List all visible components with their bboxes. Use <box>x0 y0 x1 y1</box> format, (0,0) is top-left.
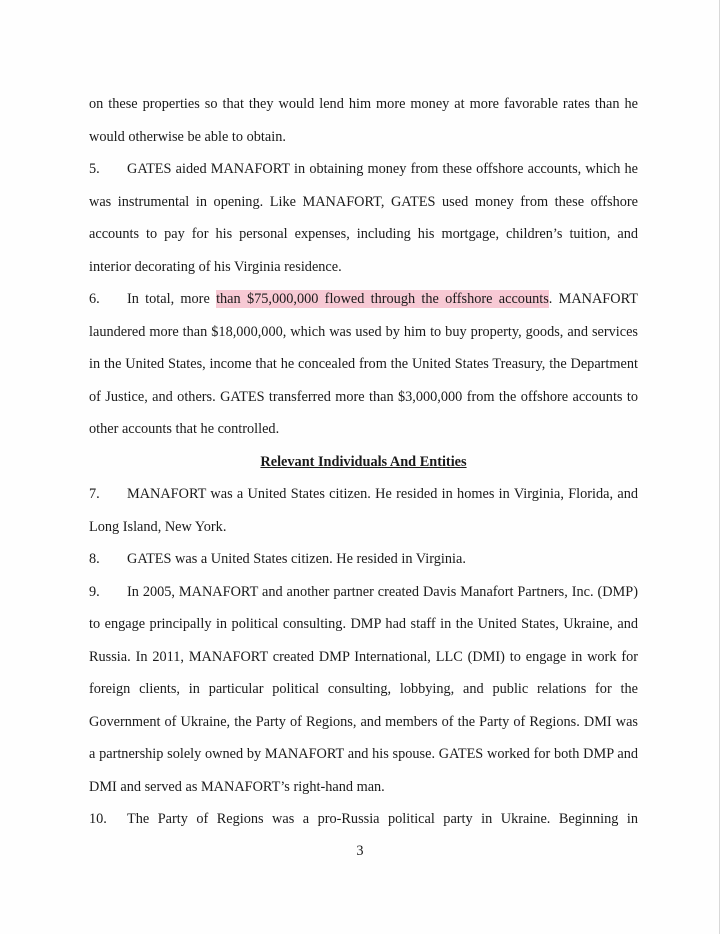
paragraph-text: MANAFORT was a United States citizen. He resided in homes in Virginia, Florida, and Long Island, New York. <box>89 486 638 535</box>
paragraph-number: 7. <box>89 486 100 502</box>
paragraph-text: The Party of Regions was a pro-Russia political party in Ukraine. Beginning in <box>127 811 638 827</box>
paragraph-text-after-highlight: . MANAFORT laundered more than $18,000,000, which was used by him to buy property, goods, and services in the United States, income that he concealed from the United States Treasury, the Department of Justice, and others. GATES transferred more than $3,000,000 from the offshore accounts to other accounts that he controlled. <box>89 291 638 437</box>
page-number: 3 <box>356 843 364 859</box>
paragraph-text-before-highlight: In total, more <box>127 291 217 307</box>
paragraph-8 <box>89 543 638 576</box>
document-body <box>89 88 638 836</box>
paragraph-text: In 2005, MANAFORT and another partner created Davis Manafort Partners, Inc. (DMP) to engage principally in political consulting. DMP had staff in the United States, Ukraine, and Russia. In 2011, MANAFORT created DMP International, LLC (DMI) to engage in work for foreign clients, in particular political consulting, lobbying, and public relations for the Government of Ukraine, the Party of Regions, and members of the Party of Regions. DMI was a partnership solely owned by MANAFORT and his spouse. GATES worked for both DMP and DMI and served as MANAFORT’s right-hand man. <box>89 583 638 795</box>
paragraph-number: 9. <box>89 583 100 600</box>
paragraph-7 <box>89 478 638 543</box>
paragraph-text: GATES was a United States citizen. He resided in Virginia. <box>127 551 466 567</box>
continuation-text: on these properties so that they would lend him more money at more favorable rates than he would otherwise be able to obtain. <box>89 96 638 145</box>
paragraph-10 <box>89 803 638 836</box>
paragraph-9 <box>89 576 638 804</box>
highlighted-text: than $75,000,000 flowed through the offshore accounts <box>216 291 549 307</box>
section-heading: Relevant Individuals And Entities <box>260 453 467 470</box>
paragraph-number: 10. <box>89 811 107 827</box>
paragraph-number: 5. <box>89 161 100 177</box>
paragraph-6 <box>89 283 638 446</box>
continuation-paragraph <box>89 88 638 153</box>
paragraph-number: 6. <box>89 291 100 307</box>
paragraph-text: GATES aided MANAFORT in obtaining money from these offshore accounts, which he was instrumental in opening. Like MANAFORT, GATES used money from these offshore accounts to pay for his personal expenses, including his mortgage, children’s tuition, and interior decorating of his Virginia residence. <box>89 161 638 275</box>
paragraph-5 <box>89 153 638 283</box>
paragraph-number: 8. <box>89 551 100 567</box>
